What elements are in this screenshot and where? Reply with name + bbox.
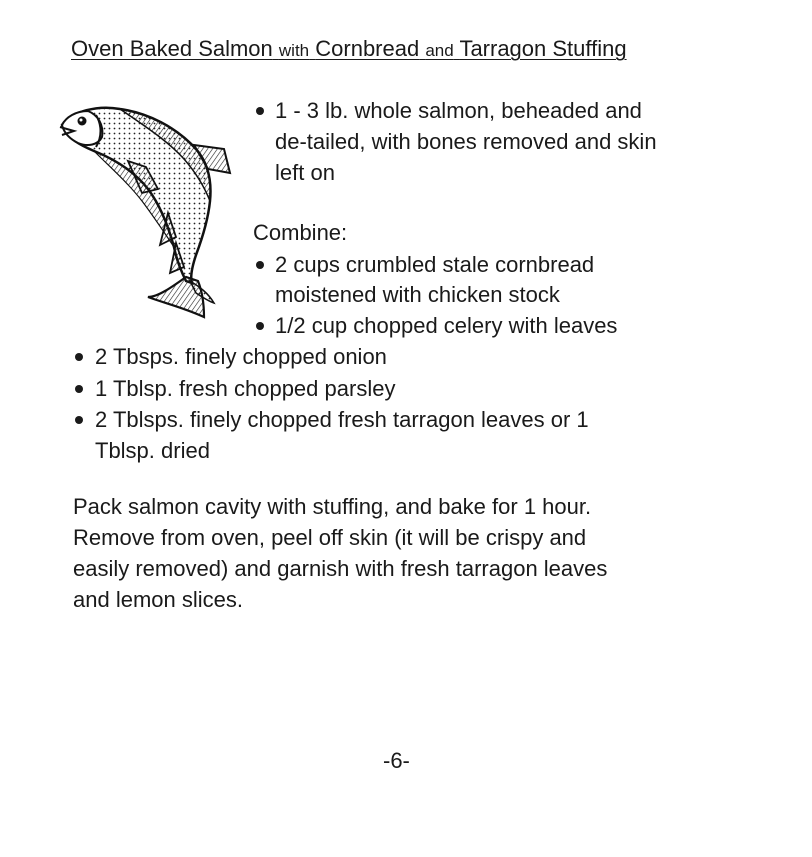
- title-part-2: Cornbread: [315, 36, 420, 61]
- bullet-icon: [75, 353, 83, 361]
- ingredient-parsley: 1 Tblsp. fresh chopped parsley: [95, 376, 396, 401]
- combine-label: Combine:: [253, 220, 348, 245]
- bullet-icon: [256, 261, 264, 269]
- title-part-1: Oven Baked Salmon: [71, 36, 273, 61]
- bullet-icon: [256, 107, 264, 115]
- title-and: and: [425, 41, 454, 60]
- ingredient-salmon-line-1: 1 - 3 lb. whole salmon, beheaded and: [275, 98, 642, 123]
- ingredient-cornbread-line-1: 2 cups crumbled stale cornbread: [275, 252, 595, 277]
- ingredient-cornbread-line-2: moistened with chicken stock: [275, 282, 560, 307]
- instructions-line-2: Remove from oven, peel off skin (it will be crispy and: [73, 525, 587, 550]
- instructions-line-4: and lemon slices.: [73, 587, 243, 612]
- ingredient-onion: 2 Tbsps. finely chopped onion: [95, 344, 387, 369]
- bullet-icon: [75, 416, 83, 424]
- ingredient-salmon-line-2: de-tailed, with bones removed and skin: [275, 129, 657, 154]
- instructions-line-1: Pack salmon cavity with stuffing, and bake for 1 hour.: [73, 494, 592, 519]
- salmon-illustration-icon: [58, 97, 238, 319]
- recipe-title: [71, 36, 627, 62]
- instructions-line-3: easily removed) and garnish with fresh tarragon leaves: [73, 556, 608, 581]
- ingredient-salmon-line-3: left on: [275, 160, 335, 185]
- title-with: with: [278, 41, 310, 60]
- bullet-icon: [256, 322, 264, 330]
- ingredient-celery: 1/2 cup chopped celery with leaves: [275, 313, 618, 338]
- bullet-icon: [75, 385, 83, 393]
- ingredient-tarragon-line-1: 2 Tblsps. finely chopped fresh tarragon leaves or 1: [95, 407, 589, 432]
- title-part-3: Tarragon Stuffing: [459, 36, 627, 61]
- page-number: -6-: [383, 748, 410, 773]
- ingredient-tarragon-line-2: Tblsp. dried: [95, 438, 210, 463]
